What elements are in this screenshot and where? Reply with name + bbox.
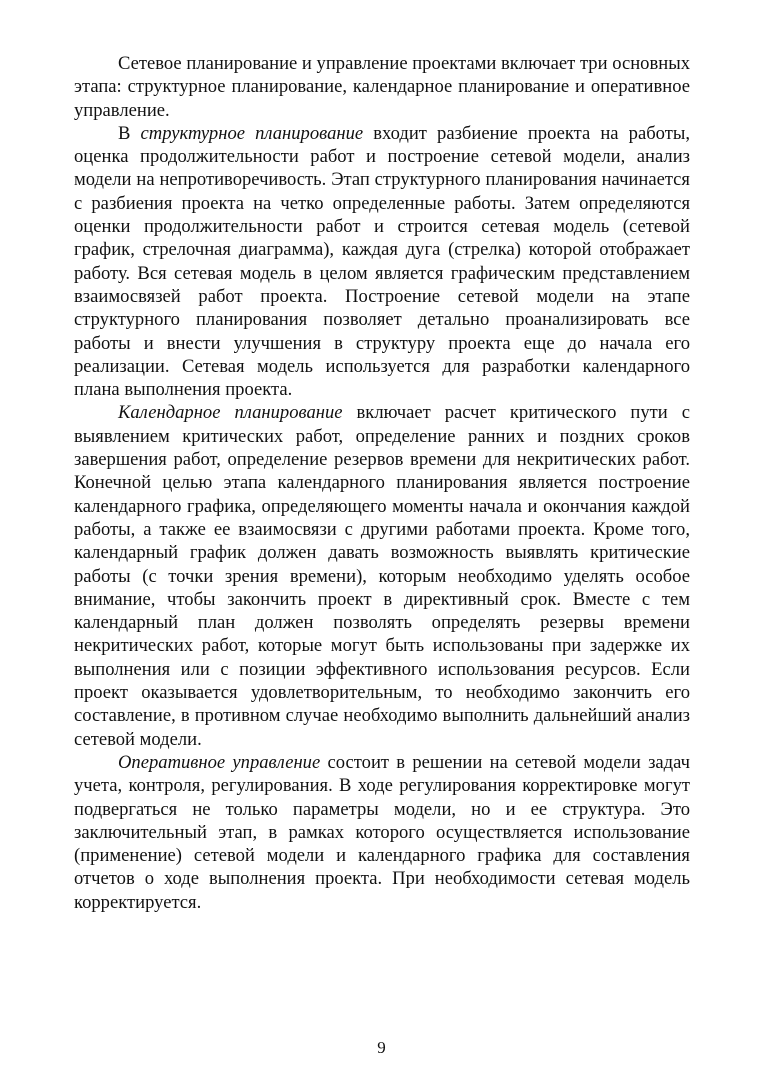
page-body (74, 52, 690, 914)
paragraph-structural-planning (74, 122, 690, 402)
paragraph-calendar-text: включает расчет критического пути с выявлением критических работ, определение ранних и поздних сроков завершения работ, определение резервов времени для некритических работ. Конечной целью этапа календарного планирования является построение календарного графика, определяющего моменты начала и окончания каждой работы, а также ее взаимосвязи с другими работами проекта. Кроме того, календарный график должен давать возможность выявлять критические работы (с точки зрения времени), которым необходимо уделять особое внимание, чтобы закончить проект в директивный срок. Вместе с тем календарный план должен позволять определять резервы времени некритических работ, которые могут быть использованы при задержке их выполнения или с позиции эффективного использования ресурсов. Если проект оказывается удовлетворительным, то необходимо закончить его составление, в противном случае необходимо выполнить дальнейший анализ сетевой модели. (74, 402, 690, 750)
paragraph-operational-management (74, 751, 690, 914)
paragraph-operational-text: состоит в решении на сетевой модели задач учета, контроля, регулирования. В ходе регулирования корректировке могут подвергаться не только параметры модели, но и ее структура. Это заключительный этап, в рамках которого осуществляется использование (применение) сетевой модели и календарного графика для составления отчетов о ходе выполнения проекта. При необходимости сетевая модель корректируется. (74, 751, 690, 913)
paragraph-intro-text: Сетевое планирование и управление проектами включает три основных этапа: структурное планирование, календарное планирование и оперативное управление. (74, 53, 690, 121)
paragraph-calendar-planning (74, 401, 690, 750)
term-calendar-planning: Календарное планирование (118, 402, 343, 424)
term-operational-management: Оперативное управление (118, 751, 321, 773)
term-structural-planning: структурное планирование (140, 122, 364, 144)
paragraph-structural-text: входит разбиение проекта на работы, оценка продолжительности работ и построение сетевой модели, анализ модели на непротиворечивость. Этап структурного планирования начинается с разбиения проекта на четко определенные работы. Затем определяются оценки продолжительности работ и строится сетевая модель (сетевой график, стрелочная диаграмма), каждая дуга (стрелка) которой отображает работу. Вся сетевая модель в целом является графическим представлением взаимосвязей работ проекта. Построение сетевой модели на этапе структурного планирования позволяет детально проанализировать все работы и внести улучшения в структуру проекта еще до начала его реализации. Сетевая модель используется для разработки календарного плана выполнения проекта. (74, 122, 690, 401)
paragraph-structural-lead: В (118, 122, 141, 144)
page-number: 9 (377, 1038, 386, 1057)
paragraph-intro (74, 52, 690, 122)
